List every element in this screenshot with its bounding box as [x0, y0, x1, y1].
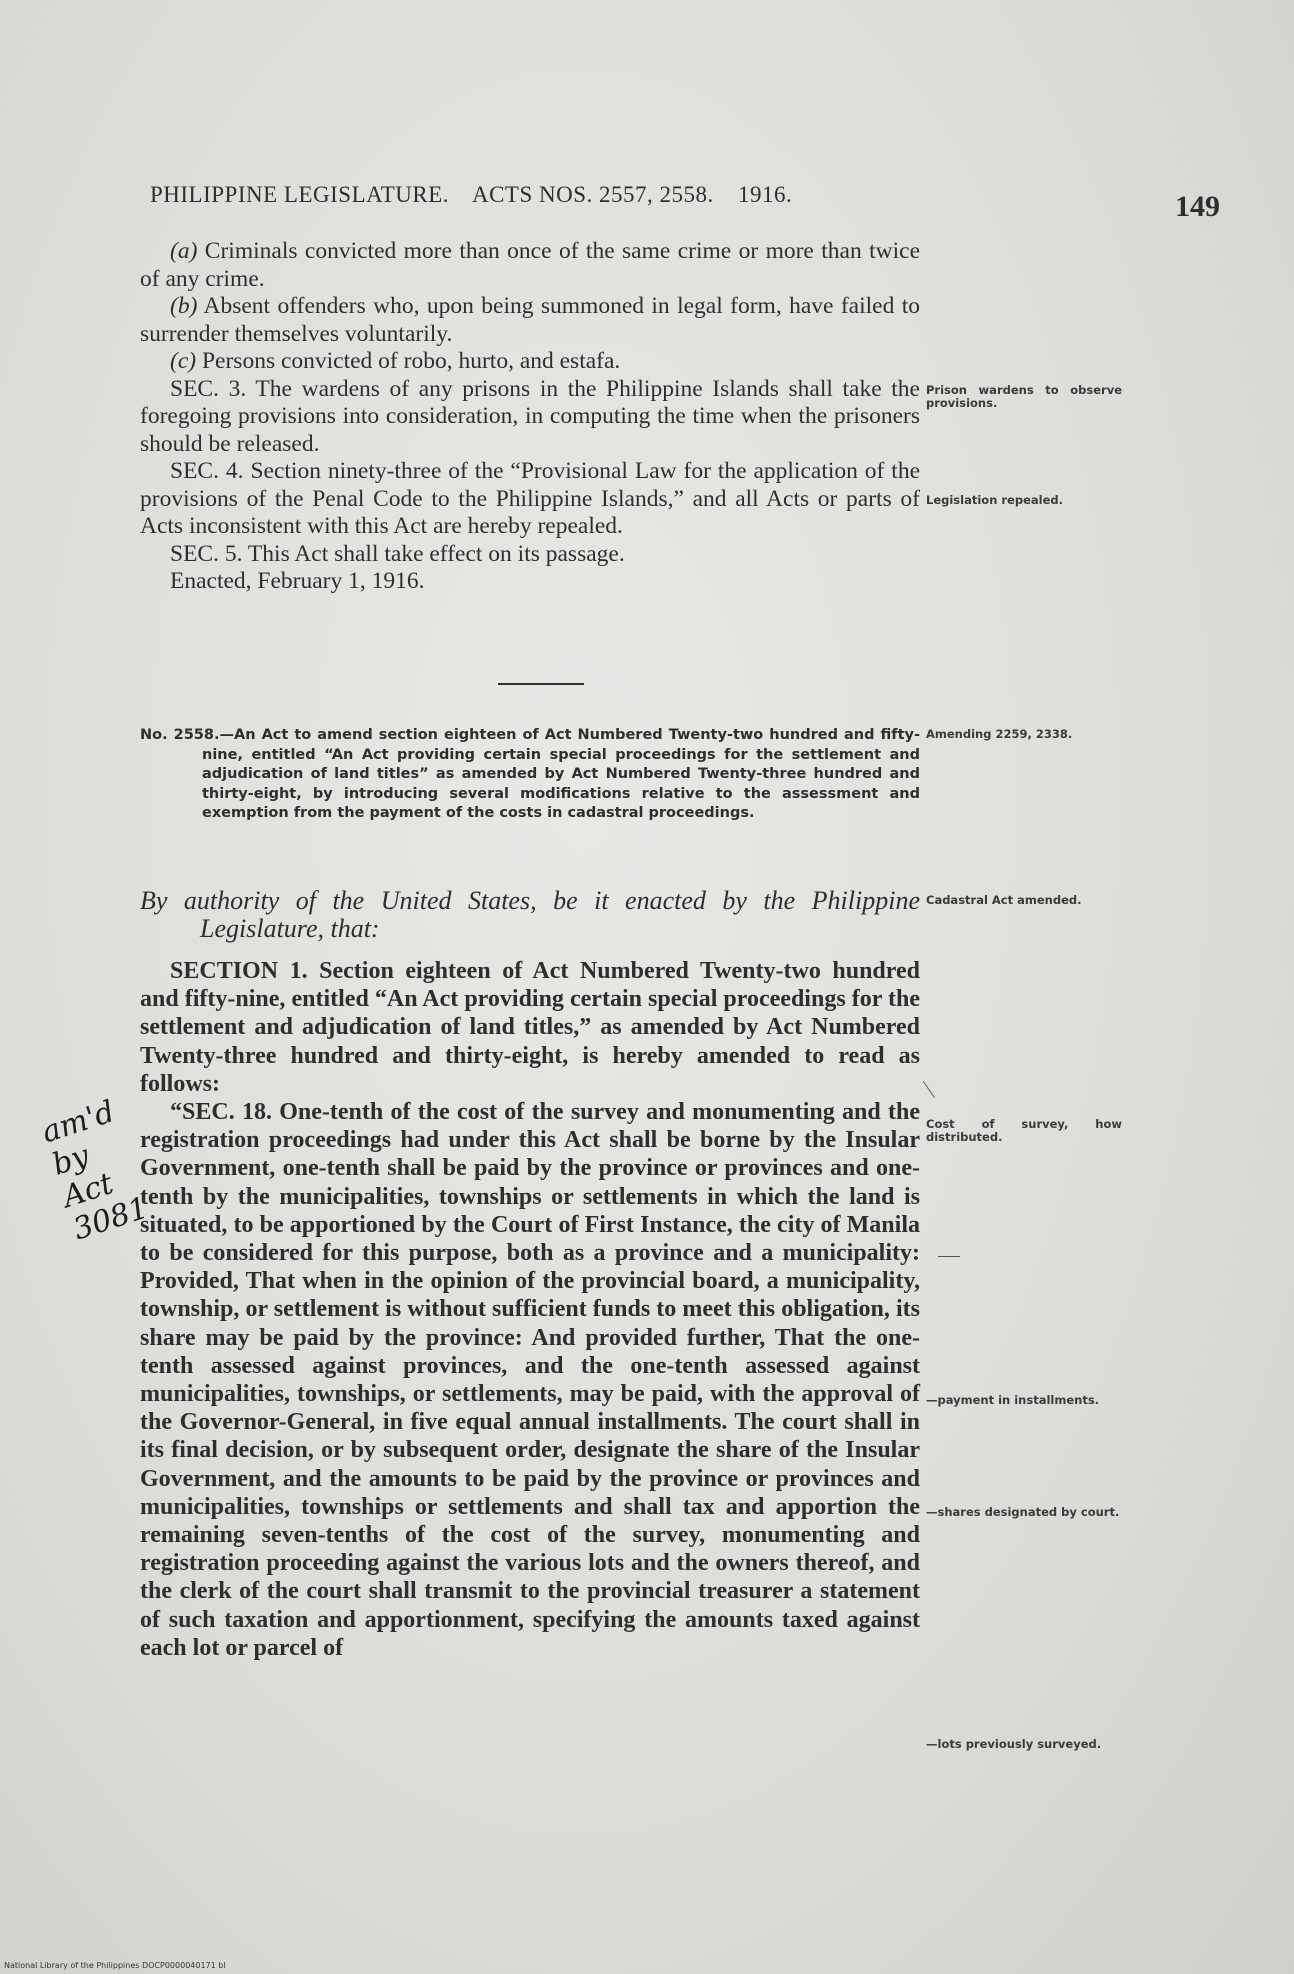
- margin-note-cadastral-act: Cadastral Act amended.: [926, 893, 1082, 907]
- margin-note-lots-surveyed: —lots previously surveyed.: [926, 1737, 1102, 1751]
- margin-note-payment-installments: —payment in installments.: [926, 1393, 1100, 1407]
- margin-note-amending: Amending 2259, 2338.: [926, 727, 1073, 741]
- enacted-date: Enacted, February 1, 1916.: [170, 568, 425, 594]
- running-header: [150, 182, 810, 208]
- margin-note-legislation-repealed: Legislation repealed.: [926, 493, 1063, 507]
- section-divider: [498, 683, 584, 685]
- pencil-tick: [938, 1256, 960, 1257]
- pencil-mark: [923, 1066, 957, 1098]
- top-body-text: [140, 238, 920, 596]
- enacting-clause: By authority of the United States, be it enacted by the Philippine Legislature, that:: [140, 886, 920, 943]
- amendment-body: [140, 957, 920, 1662]
- section-1: SECTION 1. Section eighteen of Act Numbered Twenty-two hundred and fifty-nine, entitled “An Act providing certain special proceedings for the settlement and adjudication of land titles,” as amended by Act Numbered Twenty-three hundred and thirty-eight, is hereby amended to read as follows:: [140, 958, 920, 1097]
- page-number: 149: [1175, 190, 1220, 223]
- clause-a: (a) Criminals convicted more than once of the same crime or more than twice of any crime.: [140, 238, 920, 292]
- margin-note-shares-designated: —shares designated by court.: [926, 1505, 1120, 1519]
- handwritten-annotation: am'd by Act 3081: [37, 1094, 153, 1248]
- act-2558-heading: [140, 726, 920, 824]
- archive-footer: National Library of the Philippines DOCP0000040171 bl: [4, 1961, 226, 1970]
- margin-note-prison-wardens: Prison wardens to observe provisions.: [926, 383, 1122, 410]
- clause-b: (b) Absent offenders who, upon being summoned in legal form, have failed to surrender themselves voluntarily.: [140, 293, 920, 347]
- clause-c: (c) Persons convicted of robo, hurto, and estafa.: [170, 348, 621, 374]
- section-4: SEC. 4. Section ninety-three of the “Provisional Law for the application of the provisions of the Penal Code to the Philippine Islands,” and all Acts or parts of Acts inconsistent with this Act are hereby repealed.: [140, 458, 920, 539]
- act-title: —An Act to amend section eighteen of Act Numbered Twenty-two hundred and fifty-nine, entitled “An Act providing certain special proceedings for the settlement and adjudication of land titles” as amended by Act Numbered Twenty-three hundred and thirty-eight, by introducing several modifications relative to the assessment and exemption from the payment of the costs in cadastral proceedings.: [202, 727, 920, 821]
- header-acts: ACTS NOS. 2557, 2558.: [471, 182, 714, 207]
- section-3: SEC. 3. The wardens of any prisons in the Philippine Islands shall take the foregoing provisions into consideration, in computing the time when the prisoners should be released.: [140, 375, 920, 457]
- header-year: 1916.: [738, 182, 793, 207]
- header-legislature: PHILIPPINE LEGISLATURE.: [150, 182, 449, 207]
- section-5: SEC. 5. This Act shall take effect on its passage.: [170, 540, 625, 567]
- section-18: “SEC. 18. One-tenth of the cost of the survey and monumenting and the registration proceedings had under this Act shall be borne by the Insular Government, one-tenth shall be paid by the province or provinces and one-tenth by the municipalities, townships or settlements in which the land is situated, to be apportioned by the Court of First Instance, the city of Manila to be considered for this purpose, both as a province and a municipality: Provided, That when in the opinion of the provincial board, a municipality, township, or settlement is without sufficient funds to meet this obligation, its share may be paid by the province: And provided further, That the one-tenth assessed against provinces, and the one-tenth assessed against municipalities, townships, or settlements, may be paid, with the approval of the Governor-General, in five equal annual installments. The court shall in its final decision, or by subsequent order, designate the share of the Insular Government, and the amounts to be paid by the province or provinces and municipalities, townships or settlements and shall tax and apportion the remaining seven-tenths of the cost of the survey, monumenting and registration proceeding against the various lots and the owners thereof, and the clerk of the court shall transmit to the provincial treasurer a statement of such taxation and apportionment, specifying the amounts taxed against each lot or parcel of: [140, 1099, 920, 1661]
- act-number: No. 2558.: [140, 727, 220, 743]
- margin-note-cost-of-survey: Cost of survey, how distributed.: [926, 1117, 1122, 1144]
